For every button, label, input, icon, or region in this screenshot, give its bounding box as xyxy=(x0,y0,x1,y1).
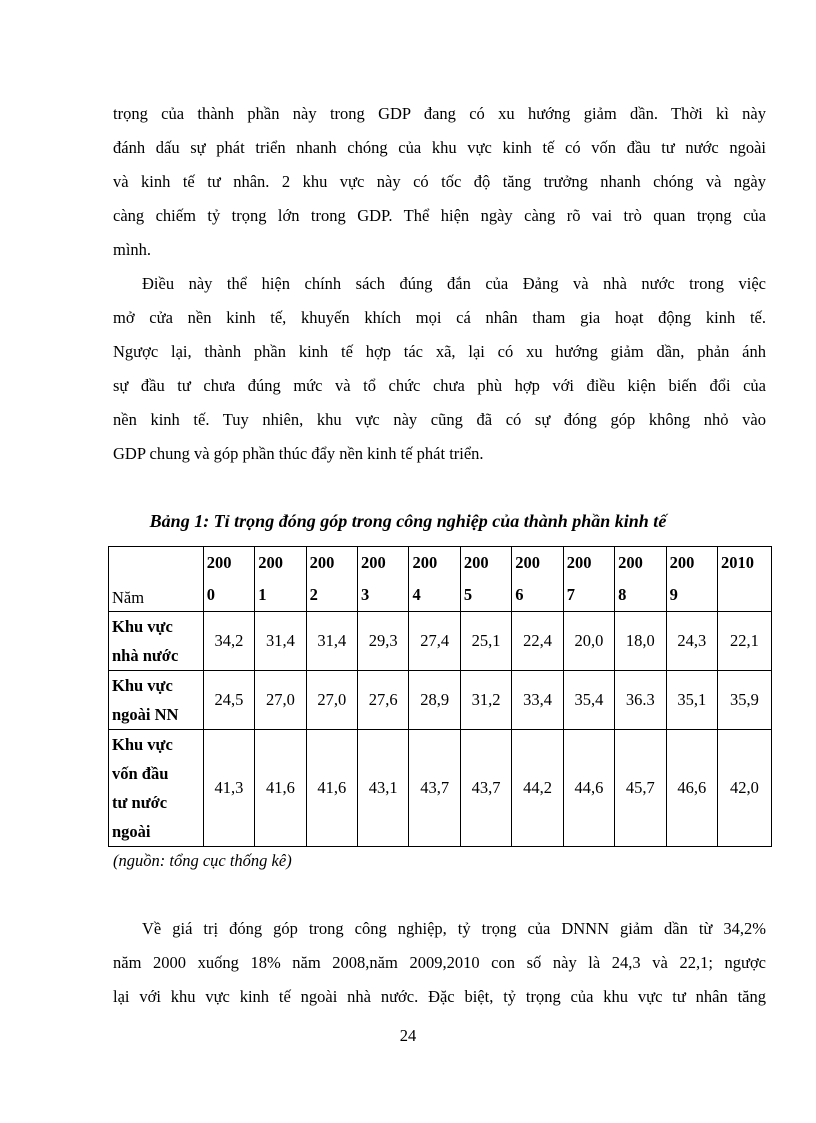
table-row xyxy=(109,730,772,847)
table-cell: 46,6 xyxy=(666,730,717,847)
table-cell: 27,0 xyxy=(306,671,357,730)
text-line: mở cửa nền kinh tế, khuyến khích mọi cá nhân tham gia hoạt động kinh tế. xyxy=(113,308,766,327)
table-cell: 35,9 xyxy=(717,671,771,730)
text-line: trọng của thành phần này trong GDP đang có xu hướng giảm dần. Thời kì này xyxy=(113,104,766,123)
year-header: 200 7 xyxy=(563,547,614,612)
table-cell: 24,5 xyxy=(203,671,254,730)
table-cell: 35,1 xyxy=(666,671,717,730)
table-cell: 41,6 xyxy=(255,730,306,847)
year-header: 200 8 xyxy=(615,547,666,612)
text-line: sự đầu tư chưa đúng mức và tổ chức chưa phù hợp với điều kiện biến đổi của xyxy=(113,376,766,395)
table-cell: 45,7 xyxy=(615,730,666,847)
text-line: và kinh tế tư nhân. 2 khu vực này có tốc độ tăng trưởng nhanh chóng và ngày xyxy=(113,172,766,191)
year-header: 200 0 xyxy=(203,547,254,612)
table-cell: 43,7 xyxy=(409,730,460,847)
table-row xyxy=(109,671,772,730)
text-line: GDP chung và góp phần thúc đẩy nền kinh tế phát triển. xyxy=(113,444,484,463)
table-row xyxy=(109,612,772,671)
table-cell: 34,2 xyxy=(203,612,254,671)
text-line: đánh dấu sự phát triển nhanh chóng của khu vực kinh tế có vốn đầu tư nước ngoài xyxy=(113,138,766,157)
year-header: 2010 xyxy=(717,547,771,612)
table-cell: 29,3 xyxy=(358,612,409,671)
year-header: 200 6 xyxy=(512,547,563,612)
table-cell: 44,6 xyxy=(563,730,614,847)
table-cell: 28,9 xyxy=(409,671,460,730)
table-cell: 22,4 xyxy=(512,612,563,671)
text-line: Về giá trị đóng góp trong công nghiệp, tỷ trọng của DNNN giảm dần từ 34,2% xyxy=(142,919,766,938)
table-cell: 31,4 xyxy=(255,612,306,671)
table-cell: 31,2 xyxy=(460,671,511,730)
row-label: Khu vực ngoài NN xyxy=(109,671,204,730)
text-line: lại với khu vực kinh tế ngoài nhà nước. Đặc biệt, tỷ trọng của khu vực tư nhân tăng xyxy=(113,987,766,1006)
table-cell: 27,6 xyxy=(358,671,409,730)
text-line: càng chiếm tỷ trọng lớn trong GDP. Thể hiện ngày càng rõ vai trò quan trọng của xyxy=(113,206,766,225)
text-line: nền kinh tế. Tuy nhiên, khu vực này cũng đã có sự đóng góp không nhỏ vào xyxy=(113,410,766,429)
table-cell: 41,3 xyxy=(203,730,254,847)
text-line: Ngược lại, thành phần kinh tế hợp tác xã, lại có xu hướng giảm dần, phản ánh xyxy=(113,342,766,361)
table-cell: 36.3 xyxy=(615,671,666,730)
table-cell: 24,3 xyxy=(666,612,717,671)
row-label: Khu vực vốn đầu tư nước ngoài xyxy=(109,730,204,847)
paragraph-3 xyxy=(113,912,766,1014)
page-number: 24 xyxy=(399,1026,417,1045)
year-header: 200 1 xyxy=(255,547,306,612)
contribution-table xyxy=(108,546,772,847)
paragraph-2 xyxy=(113,267,766,471)
row-label: Khu vực nhà nước xyxy=(109,612,204,671)
table-caption: Bảng 1: Tỉ trọng đóng góp trong công nghiệp của thành phần kinh tế xyxy=(149,511,667,531)
table-cell: 27,0 xyxy=(255,671,306,730)
year-header: 200 2 xyxy=(306,547,357,612)
table-cell: 42,0 xyxy=(717,730,771,847)
table-cell: 18,0 xyxy=(615,612,666,671)
year-header: 200 5 xyxy=(460,547,511,612)
table-cell: 22,1 xyxy=(717,612,771,671)
text-line: năm 2000 xuống 18% năm 2008,năm 2009,2010 con số này là 24,3 và 22,1; ngược xyxy=(113,953,766,972)
table-corner-label: Năm xyxy=(109,547,204,612)
paragraph-1 xyxy=(113,97,766,267)
year-header: 200 4 xyxy=(409,547,460,612)
table-cell: 41,6 xyxy=(306,730,357,847)
text-line: mình. xyxy=(113,240,152,259)
table-cell: 31,4 xyxy=(306,612,357,671)
table-cell: 43,7 xyxy=(460,730,511,847)
table-cell: 33,4 xyxy=(512,671,563,730)
table-cell: 44,2 xyxy=(512,730,563,847)
table-cell: 25,1 xyxy=(460,612,511,671)
table-header-row xyxy=(109,547,772,612)
table-cell: 35,4 xyxy=(563,671,614,730)
year-header: 200 3 xyxy=(358,547,409,612)
table-cell: 27,4 xyxy=(409,612,460,671)
text-line: Điều này thể hiện chính sách đúng đắn của Đảng và nhà nước trong việc xyxy=(142,274,766,293)
source-note: (nguồn: tổng cục thống kê) xyxy=(113,851,292,870)
year-header: 200 9 xyxy=(666,547,717,612)
table-cell: 20,0 xyxy=(563,612,614,671)
table-cell: 43,1 xyxy=(358,730,409,847)
